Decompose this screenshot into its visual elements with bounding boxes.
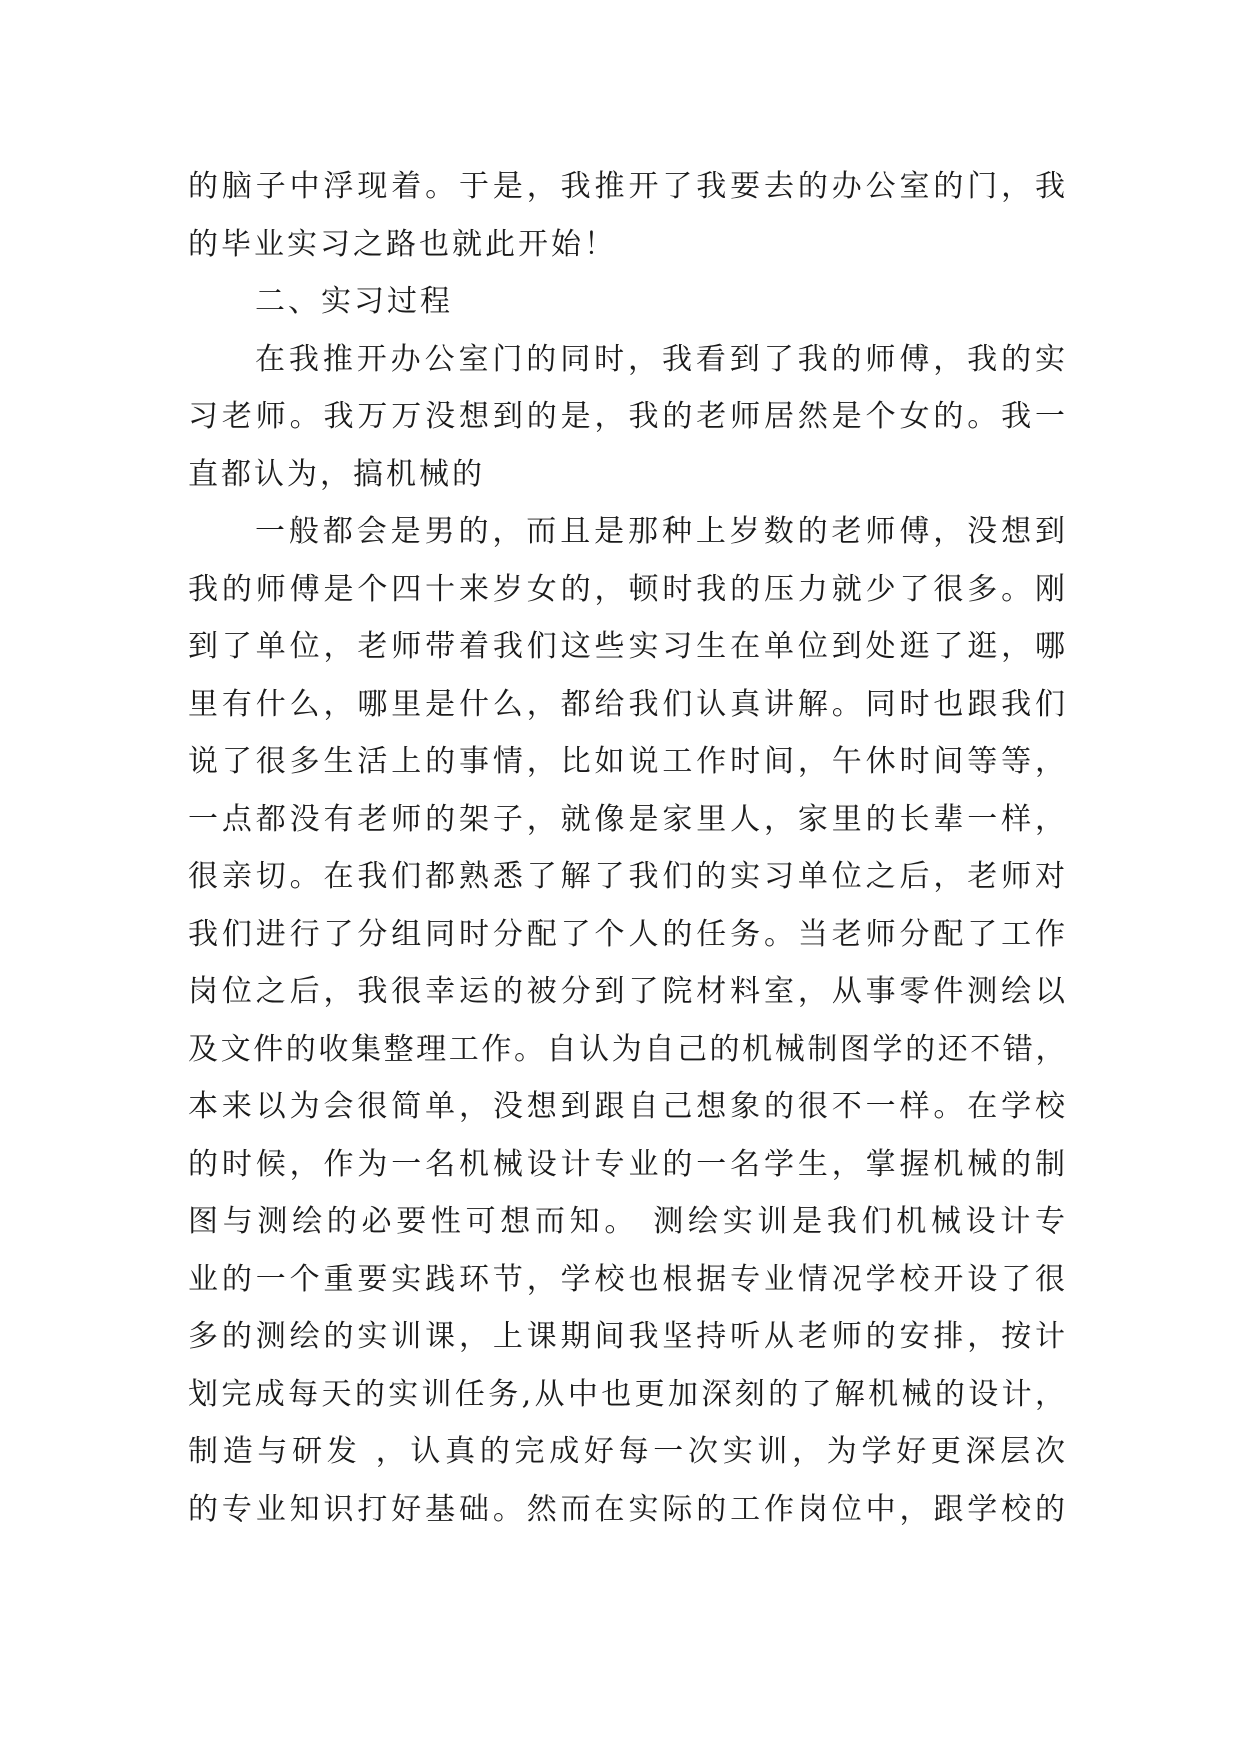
text-line: 业的一个重要实践环节，学校也根据专业情况学校开设了很 [188,1261,1068,1297]
text-line: 我的师傅是个四十来岁女的，顿时我的压力就少了很多。刚 [188,571,1068,607]
text-line: 本来以为会很简单，没想到跟自己想象的很不一样。在学校 [188,1089,1068,1124]
section-heading [188,273,1068,331]
text-line: 一般都会是男的，而且是那种上岁数的老师傅，没想到 [255,514,1068,549]
text-line: 及文件的收集整理工作。自认为自己的机械制图学的还不错， [188,1031,1068,1067]
text-line: 多的测绘的实训课，上课期间我坚持听从老师的安排，按计 [188,1319,1068,1354]
text-line: 的专业知识打好基础。然而在实际的工作岗位中，跟学校的 [188,1491,1068,1527]
text-line: 很亲切。在我们都熟悉了解了我们的实习单位之后，老师对 [188,859,1068,894]
text-line: 制造与研发 ，认真的完成好每一次实训，为学好更深层次 [188,1434,1068,1469]
text-line: 二、实习过程 [255,284,453,319]
text-line: 岗位之后，我很幸运的被分到了院材料室，从事零件测绘以 [188,974,1068,1009]
paragraph-meeting-teacher [188,331,1068,504]
text-line: 说了很多生活上的事情，比如说工作时间，午休时间等等， [188,744,1068,779]
text-line: 里有什么，哪里是什么，都给我们认真讲解。同时也跟我们 [188,686,1068,722]
text-line: 我们进行了分组同时分配了个人的任务。当老师分配了工作 [188,916,1068,952]
text-line: 习老师。我万万没想到的是，我的老师居然是个女的。我一 [188,399,1068,434]
text-line: 划完成每天的实训任务,从中也更加深刻的了解机械的设计， [188,1376,1068,1412]
body-text [188,158,1068,1538]
paragraph-internship-work [188,503,1068,1538]
text-line: 的毕业实习之路也就此开始！ [188,226,617,262]
paragraph-intro-end [188,158,1068,273]
text-line: 的脑子中浮现着。于是，我推开了我要去的办公室的门，我 [188,169,1068,204]
text-line: 一点都没有老师的架子，就像是家里人，家里的长辈一样， [188,801,1068,837]
text-line: 的时候，作为一名机械设计专业的一名学生，掌握机械的制 [188,1146,1068,1182]
text-line: 图与测绘的必要性可想而知。 测绘实训是我们机械设计专 [188,1204,1068,1239]
text-line: 到了单位，老师带着我们这些实习生在单位到处逛了逛，哪 [188,629,1068,664]
text-line: 在我推开办公室门的同时，我看到了我的师傅，我的实 [255,341,1068,377]
text-line: 直都认为，搞机械的 [188,456,485,492]
